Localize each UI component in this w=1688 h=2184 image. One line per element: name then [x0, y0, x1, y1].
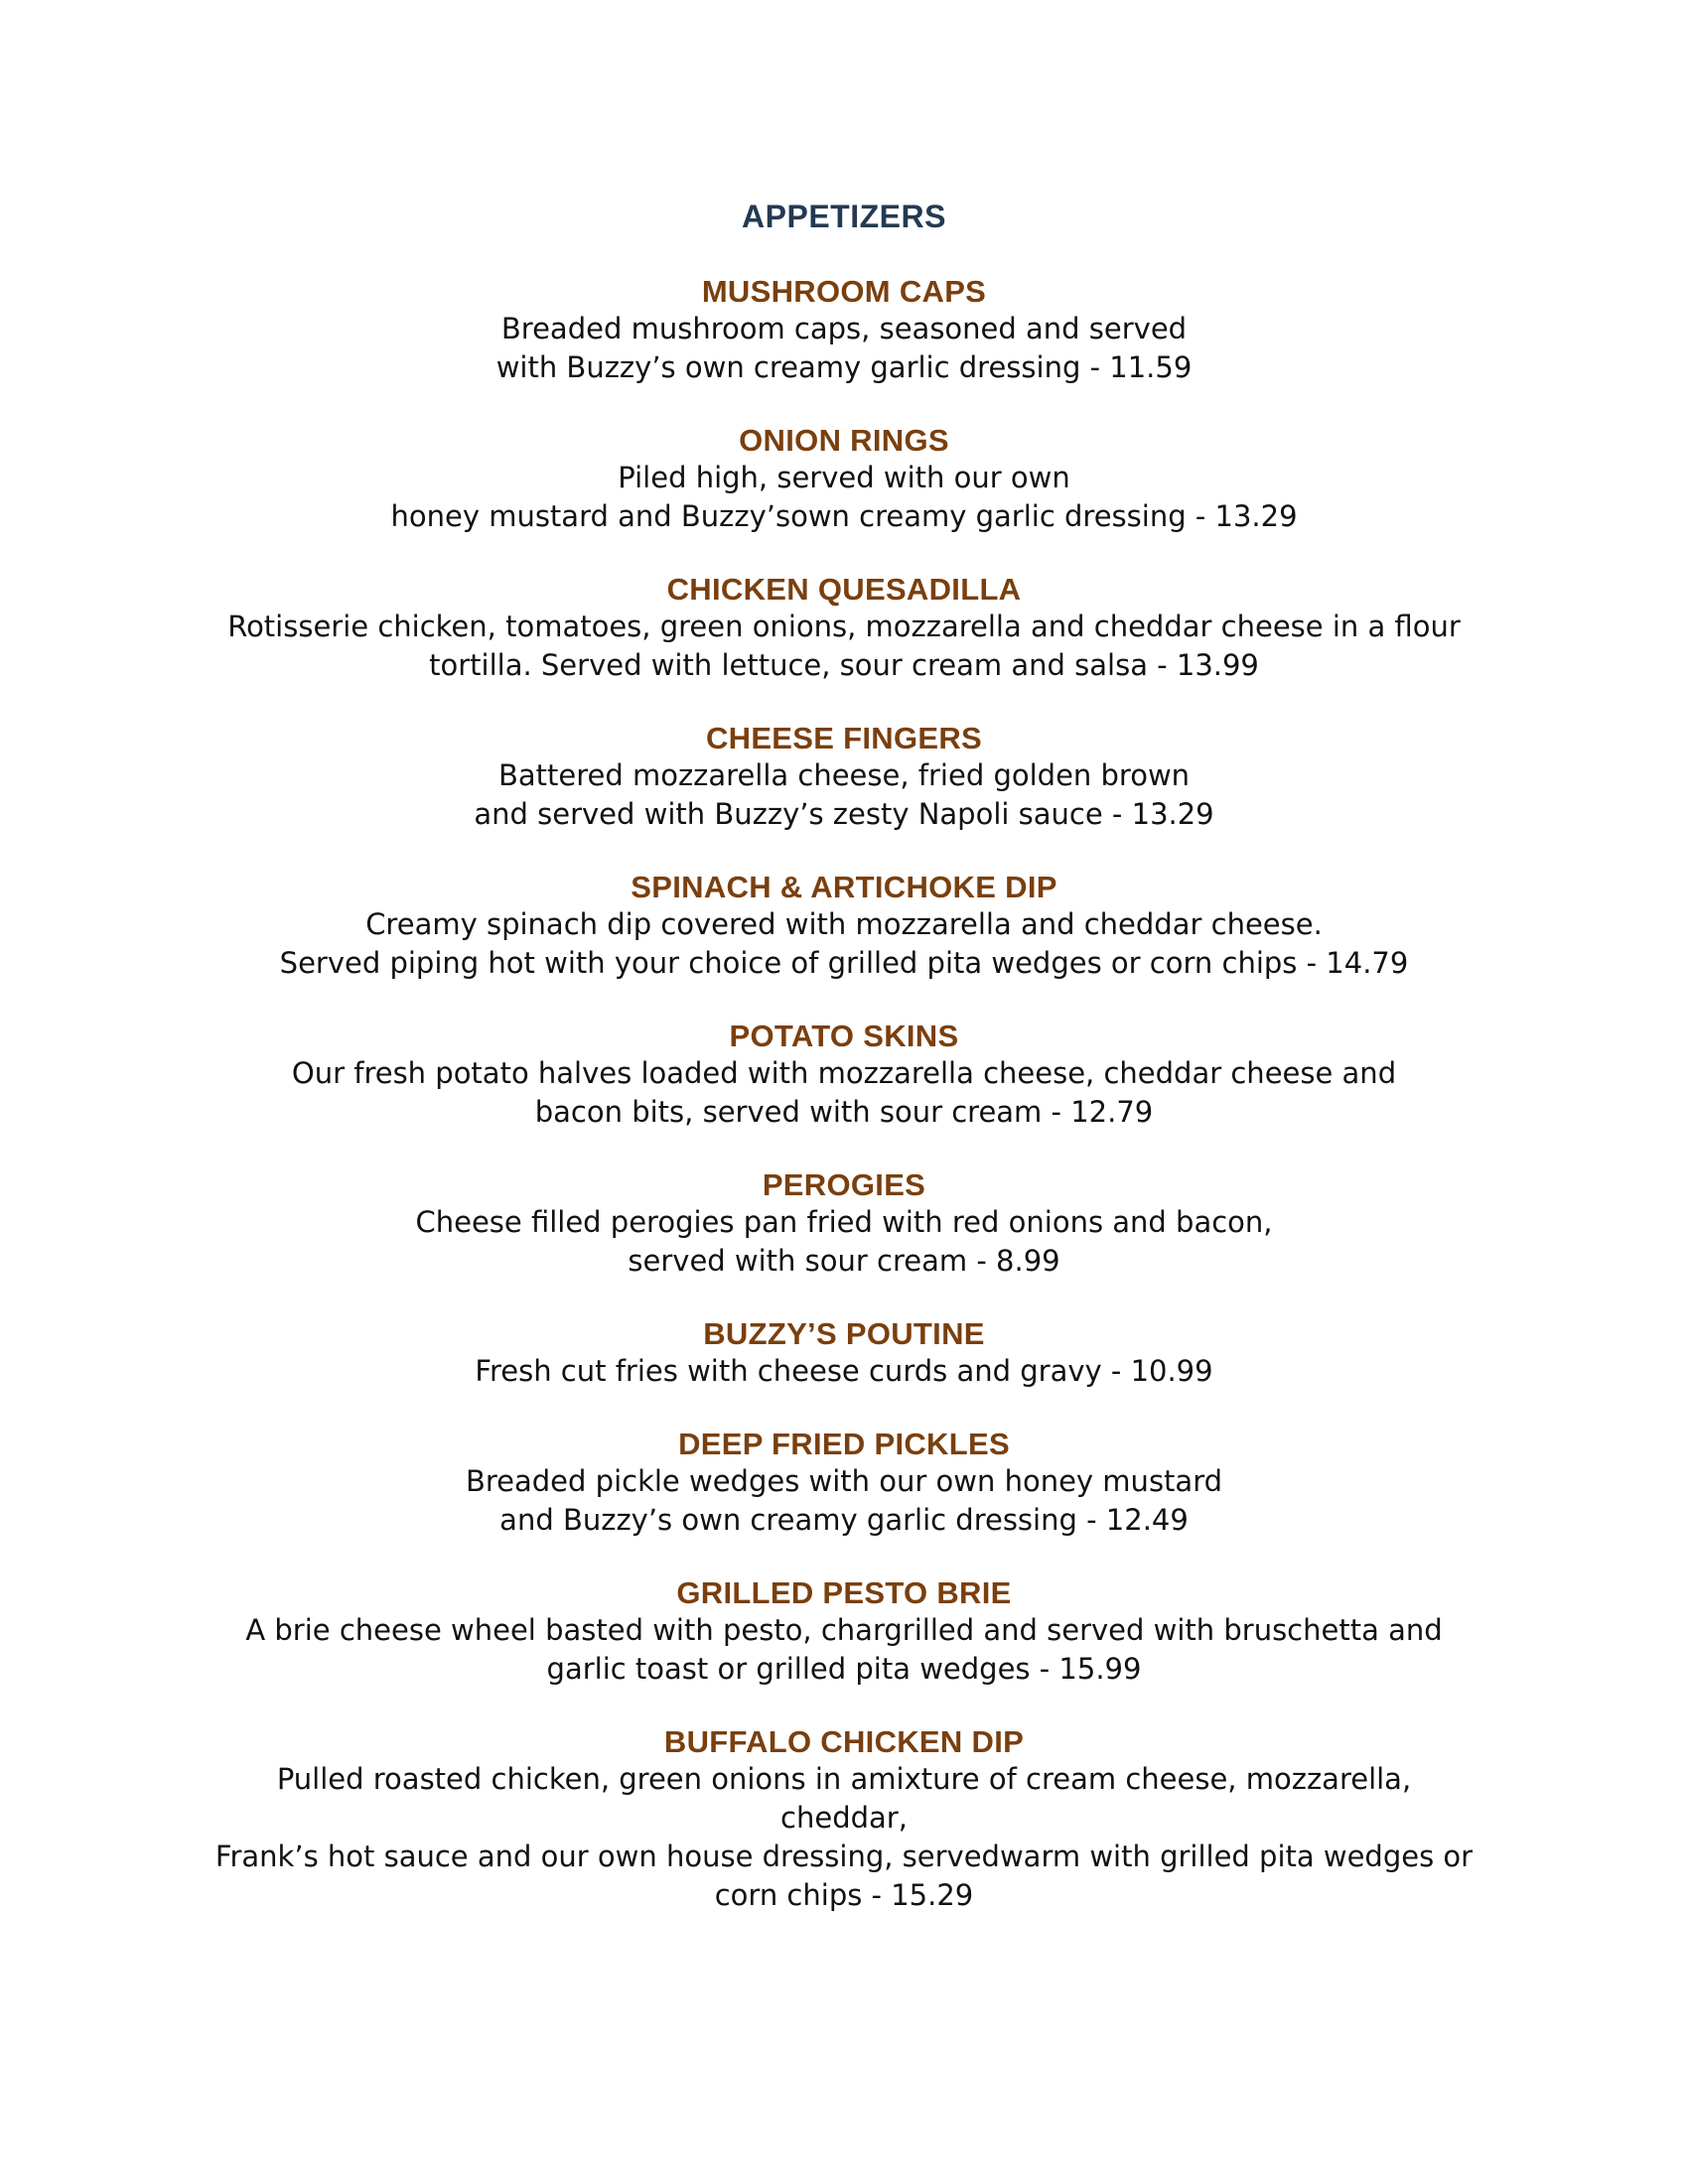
menu-item-description-line: Creamy spinach dip covered with mozzarella and cheddar cheese. [365, 907, 1323, 941]
menu-item-name: SPINACH & ARTICHOKE DIP [631, 870, 1057, 904]
menu-item-description [149, 608, 1539, 685]
menu-item-name: GRILLED PESTO BRIE [676, 1575, 1012, 1610]
menu-item-name: DEEP FRIED PICKLES [678, 1427, 1010, 1461]
menu-item-description [149, 1203, 1539, 1281]
menu-item-description-line: and served with Buzzy’s zesty Napoli sauce - 13.29 [474, 797, 1214, 831]
menu-item [149, 1019, 1539, 1132]
menu-item-description-line: Our fresh potato halves loaded with mozzarella cheese, cheddar cheese and [291, 1056, 1397, 1090]
menu-item-description-line: tortilla. Served with lettuce, sour cream and salsa - 13.99 [429, 648, 1259, 682]
menu-item-description [149, 459, 1539, 536]
menu-item-name: POTATO SKINS [729, 1019, 959, 1053]
menu-item-description-line: Breaded pickle wedges with our own honey mustard [465, 1464, 1223, 1498]
menu-item-description [149, 1462, 1539, 1540]
menu-item [149, 721, 1539, 834]
menu-item-description-line: Cheese filled perogies pan fried with red onions and bacon, [415, 1205, 1273, 1239]
menu-item-description-line: Fresh cut fries with cheese curds and gravy - 10.99 [475, 1354, 1213, 1388]
menu-item-description-line: Served piping hot with your choice of grilled pita wedges or corn chips - 14.79 [279, 946, 1409, 980]
menu-item-description-line: cheddar, [780, 1801, 908, 1835]
menu-item-name: CHEESE FINGERS [705, 721, 983, 755]
menu-item-description-line: Battered mozzarella cheese, fried golden brown [497, 758, 1191, 792]
menu-item-description [149, 310, 1539, 387]
menu-item-name: CHICKEN QUESADILLA [666, 572, 1022, 607]
menu-item-description-line: with Buzzy’s own creamy garlic dressing - 11.59 [495, 350, 1193, 384]
menu-item [149, 1575, 1539, 1689]
menu-item [149, 1724, 1539, 1915]
menu-item-name: MUSHROOM CAPS [701, 274, 987, 309]
menu-item [149, 423, 1539, 536]
menu-item [149, 274, 1539, 387]
menu-item-description [149, 1054, 1539, 1132]
menu-item-description-line: Frank’s hot sauce and our own house dressing, servedwarm with grilled pita wedges or [214, 1840, 1474, 1873]
menu-item-name: ONION RINGS [739, 423, 949, 458]
menu-item-description-line: Pulled roasted chicken, green onions in amixture of cream cheese, mozzarella, [276, 1762, 1412, 1796]
menu-item-description [149, 905, 1539, 983]
menu-item-description-line: and Buzzy’s own creamy garlic dressing - 12.49 [499, 1503, 1189, 1537]
menu-item-name: BUZZY’S POUTINE [703, 1316, 985, 1351]
menu-item-description-line: served with sour cream - 8.99 [628, 1244, 1060, 1278]
menu-item-description-line: honey mustard and Buzzy’sown creamy garlic dressing - 13.29 [390, 499, 1298, 533]
menu-item-name: PEROGIES [762, 1167, 926, 1202]
menu-item-description [149, 1760, 1539, 1915]
menu-item [149, 870, 1539, 983]
menu-item-description [149, 1611, 1539, 1689]
menu-item [149, 1316, 1539, 1391]
menu-item [149, 572, 1539, 685]
menu-item-description [149, 1352, 1539, 1391]
menu-item-description-line: garlic toast or grilled pita wedges - 15.99 [546, 1652, 1142, 1686]
menu-item-description-line: corn chips - 15.29 [714, 1878, 974, 1912]
menu-item-description-line: A brie cheese wheel basted with pesto, chargrilled and served with bruschetta and [245, 1613, 1443, 1647]
menu-item-description-line: Piled high, served with our own [618, 461, 1070, 494]
menu-item-description-line: Rotisserie chicken, tomatoes, green onions, mozzarella and cheddar cheese in a flour [227, 610, 1461, 643]
menu-items-list [149, 274, 1539, 1951]
menu-item [149, 1427, 1539, 1540]
menu-item-description-line: Breaded mushroom caps, seasoned and served [500, 312, 1188, 345]
menu-item [149, 1167, 1539, 1281]
menu-item-name: BUFFALO CHICKEN DIP [663, 1724, 1025, 1759]
menu-item-description-line: bacon bits, served with sour cream - 12.79 [534, 1095, 1154, 1129]
section-title: APPETIZERS [742, 199, 946, 234]
menu-item-description [149, 756, 1539, 834]
